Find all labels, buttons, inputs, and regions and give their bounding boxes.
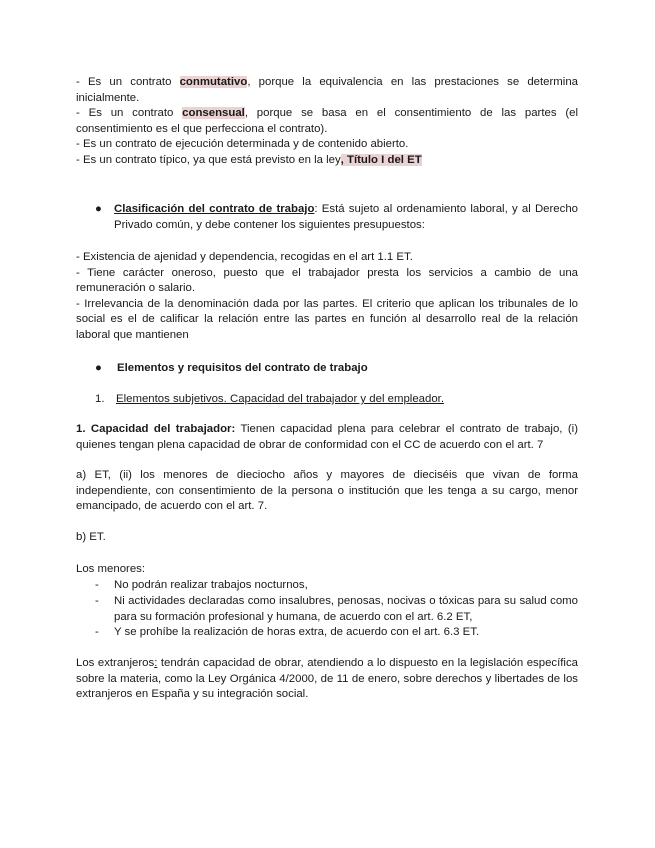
menores-item-text: Ni actividades declaradas como insalubres, penosas, nocivas o tóxicas para su salud como para su formación profesional y humana, de acuerdo con el art. 6.2 ET, (114, 595, 578, 623)
presupuesto-ajenidad: - Existencia de ajenidad y dependencia, recogidas en el art 1.1 ET. (76, 251, 413, 263)
presupuestos-block (76, 250, 578, 344)
elementos-title: Elementos y requisitos del contrato de trabajo (117, 362, 368, 374)
menores-title: Los menores: (76, 563, 146, 575)
presupuesto-irrelevancia: - Irrelevancia de la denominación dada por las partes. El criterio que aplican los tribunales de lo social es el de calificar la relación entre las partes en función al desarrollo real de la relación laboral que mantienen (76, 297, 578, 341)
intro-line-consensual: - Es un contrato consensual, porque se basa en el consentimiento de las partes (el consentimiento es el que perfecciona el contrato). (76, 107, 578, 135)
highlight-titulo: , Título I del ET (340, 153, 422, 166)
intro-line-conmutativo: - Es un contrato conmutativo, porque la equivalencia en las prestaciones se determina inicialmente. (76, 76, 578, 104)
intro-line-tipico: - Es un contrato típico, ya que está previsto en la ley, Título I del ET (76, 153, 422, 166)
capacidad-b-paragraph: b) ET. (76, 531, 106, 543)
presupuesto-oneroso: - Tiene carácter oneroso, puesto que el trabajador presta los servicios a cambio de una remuneración o salario. (76, 266, 578, 295)
dash-marker: - (95, 626, 99, 638)
menores-item-text: Y se prohíbe la realización de horas extra, de acuerdo con el art. 6.3 ET. (114, 626, 480, 638)
menores-item-text: No podrán realizar trabajos nocturnos, (114, 579, 308, 591)
list-number: 1. (95, 393, 105, 405)
dash-marker: - (95, 595, 99, 607)
intro-block (76, 75, 578, 169)
elementos-subjetivos-title: Elementos subjetivos. Capacidad del trabajador y del empleador. (116, 393, 444, 405)
clasificacion-text: Clasificación del contrato de trabajo: Está sujeto al ordenamiento laboral, y al Derecho Privado común, y debe contener los siguientes presupuestos: (114, 203, 578, 231)
capacidad-title: 1. Capacidad del trabajador: (76, 423, 236, 435)
intro-line-ejecucion: - Es un contrato de ejecución determinada y de contenido abierto. (76, 138, 409, 151)
highlight-conmutativo: conmutativo (179, 76, 248, 88)
bullet-icon: ● (95, 203, 102, 215)
capacidad-paragraph: 1. Capacidad del trabajador: Tienen capacidad plena para celebrar el contrato de trabajo, (i) quienes tengan plena capacidad de obrar de conformidad con el CC de acuerdo con el art. 7 (76, 423, 578, 451)
capacidad-a-paragraph: a) ET, (ii) los menores de dieciocho años y mayores de dieciséis que vivan de forma independiente, con consentimiento de la persona o institución que les tenga a su cargo, menor emancipado, de acuerdo con el art. 7. (76, 469, 578, 513)
bullet-icon: ● (95, 362, 102, 374)
highlight-consensual: consensual (182, 107, 245, 120)
extranjeros-paragraph: Los extranjeros: tendrán capacidad de obrar, atendiendo a lo dispuesto en la legislación específica sobre la materia, como la Ley Orgánica 4/2000, de 11 de enero, sobre derechos y libertades de los extranjeros en España y su integración social. (76, 657, 578, 701)
dash-marker: - (95, 579, 99, 591)
extranjeros-title: Los extranjeros (76, 657, 155, 669)
clasificacion-title: Clasificación del contrato de trabajo (114, 203, 315, 215)
